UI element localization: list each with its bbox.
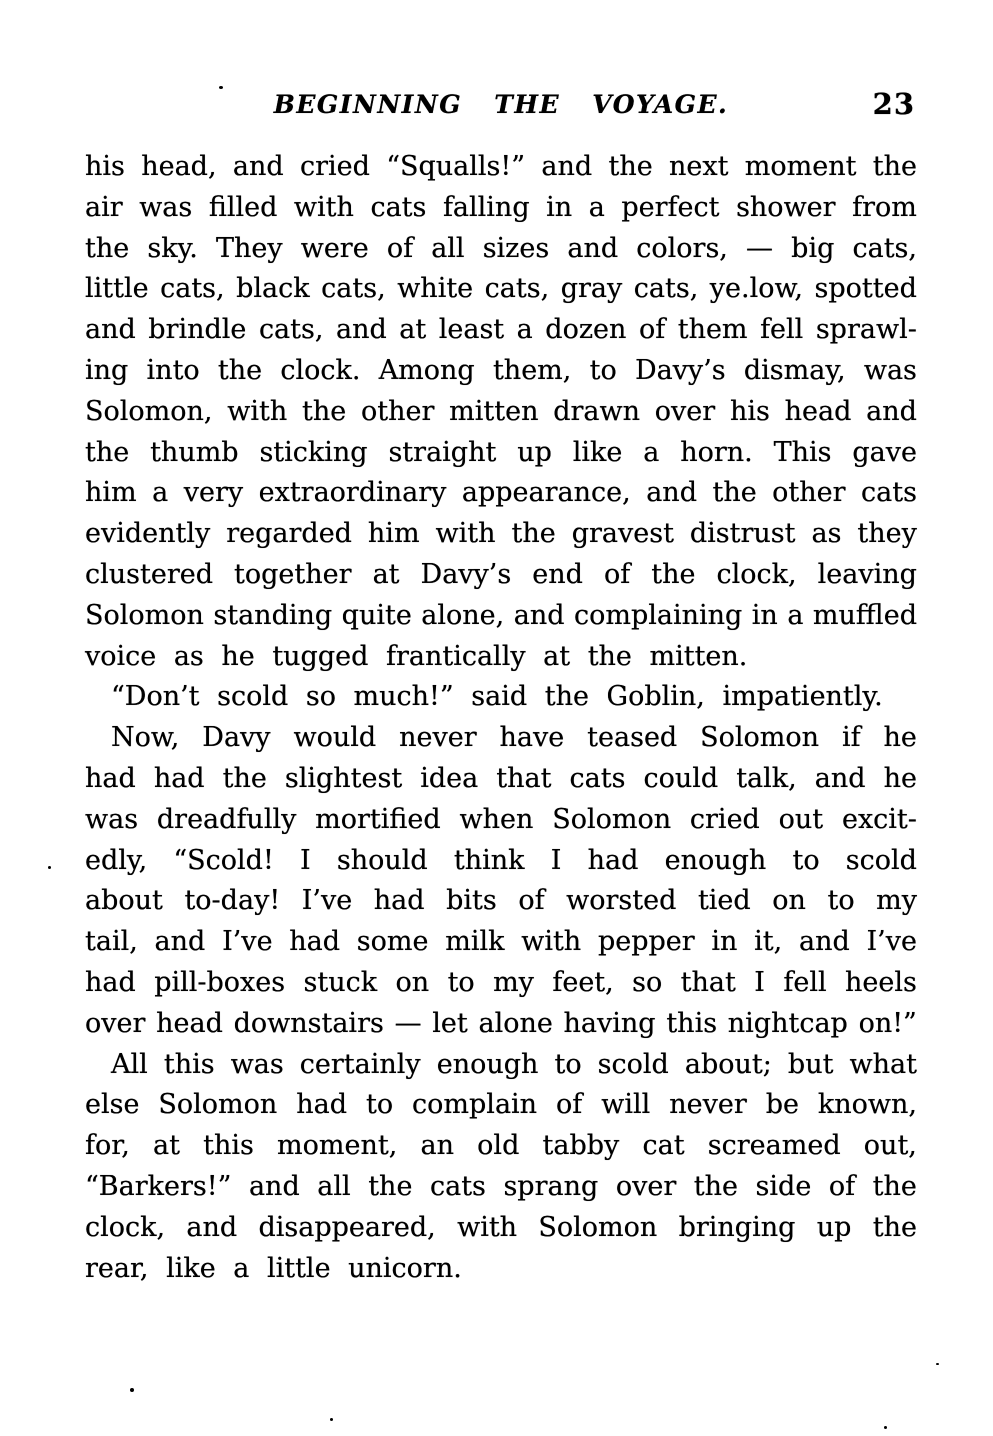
word: and <box>814 762 866 794</box>
word: mitten <box>449 395 539 427</box>
word: out, <box>863 1130 917 1162</box>
word: let <box>432 1007 468 1039</box>
word: with <box>293 191 354 223</box>
text-line <box>85 351 917 392</box>
text-line <box>85 555 917 596</box>
word: very <box>183 477 244 509</box>
word: dreadfully <box>156 803 297 835</box>
text-line: rear, like a little unicorn. <box>85 1252 462 1284</box>
word: had <box>587 844 639 876</box>
word: quite <box>341 599 412 631</box>
text-line <box>85 800 917 841</box>
word: the <box>85 232 130 264</box>
word: alone, <box>421 599 505 631</box>
word: up <box>816 1211 852 1243</box>
word: horn. <box>680 436 753 468</box>
word: the <box>872 1170 917 1202</box>
word: that <box>496 762 552 794</box>
word: I’ve <box>866 926 917 958</box>
word: cat <box>642 1130 685 1162</box>
word: and <box>866 395 917 427</box>
word: Solomon <box>85 599 204 631</box>
word: but <box>787 1048 834 1080</box>
word: like <box>572 436 623 468</box>
scan-speck <box>48 866 51 869</box>
word: Solomon, <box>85 395 213 427</box>
word: cats <box>861 477 917 509</box>
word: have <box>499 722 565 754</box>
word: his <box>85 151 125 182</box>
word: tied <box>697 885 751 917</box>
text-line <box>85 963 917 1004</box>
word: sprang <box>503 1170 599 1202</box>
word: at <box>399 314 427 346</box>
word: side <box>755 1170 812 1202</box>
text-line <box>85 269 917 310</box>
word: a <box>516 314 533 346</box>
scan-speck <box>130 1388 134 1392</box>
word: was <box>139 191 193 223</box>
word: he <box>883 722 917 754</box>
word: colors, <box>636 232 728 264</box>
text-line <box>85 433 917 474</box>
word: — <box>394 1007 422 1039</box>
word: All <box>111 1048 148 1080</box>
text-line <box>85 922 917 963</box>
word: alone <box>478 1007 553 1039</box>
word: with <box>227 395 288 427</box>
word: They <box>215 232 283 264</box>
word: of <box>518 885 545 917</box>
word: them, <box>492 354 572 386</box>
word: black <box>236 273 310 305</box>
word: muffled <box>812 599 917 631</box>
text-line <box>85 473 917 514</box>
word: and <box>513 599 565 631</box>
word: as <box>811 518 842 550</box>
word: a <box>643 436 660 468</box>
word: leaving <box>817 558 917 590</box>
word: other <box>772 477 846 509</box>
word: over <box>654 395 716 427</box>
word: little <box>85 273 149 305</box>
word: sky. <box>147 232 198 264</box>
word: This <box>773 436 832 468</box>
word: big <box>791 232 835 264</box>
word: was <box>863 354 917 386</box>
word: cats, <box>852 232 917 264</box>
word: the <box>608 151 653 182</box>
word: should <box>336 844 428 876</box>
word: complain <box>412 1089 538 1121</box>
page-body <box>85 147 917 1289</box>
word: Now, <box>111 722 180 754</box>
word: this <box>163 1048 215 1080</box>
word: was <box>85 803 139 835</box>
word: bits <box>446 885 497 917</box>
word: I <box>300 844 311 876</box>
word: to <box>792 844 820 876</box>
word: with <box>521 926 582 958</box>
word: could <box>643 762 719 794</box>
word: my <box>876 885 917 917</box>
word: to <box>447 966 475 998</box>
word: cats, <box>160 273 225 305</box>
word: with <box>457 1211 518 1243</box>
word: to <box>827 885 855 917</box>
word: the <box>872 1211 917 1243</box>
text-line <box>85 392 917 433</box>
word: the <box>368 1170 413 1202</box>
word: at <box>372 558 400 590</box>
word: and <box>335 314 387 346</box>
word: else <box>85 1089 140 1121</box>
word: cried <box>299 151 370 182</box>
word: of <box>603 558 631 590</box>
word: Davy’s <box>420 558 512 590</box>
word: Solomon <box>552 803 672 835</box>
word: drawn <box>553 395 641 427</box>
text-line <box>85 1167 917 1208</box>
word: fell <box>783 966 827 998</box>
word: and <box>186 1211 238 1243</box>
word: had <box>373 885 425 917</box>
running-title: BEGINNING THE VOYAGE. <box>273 90 729 119</box>
word: moment, <box>277 1130 398 1162</box>
word: enough <box>436 1048 539 1080</box>
word: him <box>367 518 420 550</box>
word: about; <box>684 1048 772 1080</box>
text-line <box>85 514 917 555</box>
word: what <box>849 1048 917 1080</box>
word: the <box>85 436 130 468</box>
word: gave <box>852 436 917 468</box>
word: slightest <box>284 762 403 794</box>
word: sticking <box>259 436 368 468</box>
word: had <box>296 1089 348 1121</box>
word: — <box>746 232 774 264</box>
word: this <box>666 1007 718 1039</box>
word: I’ve <box>222 926 273 958</box>
word: scold <box>597 1048 669 1080</box>
word: tabby <box>542 1130 620 1162</box>
word: sprawl- <box>815 314 917 346</box>
word: so <box>632 966 663 998</box>
text-line <box>85 1085 917 1126</box>
word: and <box>85 314 136 346</box>
word: fell <box>760 314 804 346</box>
word: the <box>217 354 263 386</box>
text-line <box>85 1045 917 1086</box>
word: head <box>156 1007 223 1039</box>
word: were <box>300 232 369 264</box>
text-line <box>85 759 917 800</box>
word: together <box>234 558 352 590</box>
word: I <box>550 844 562 876</box>
word: he <box>883 762 917 794</box>
scan-speck <box>330 1418 333 1421</box>
word: over <box>85 1007 146 1039</box>
running-head <box>85 88 917 122</box>
word: all <box>431 232 465 264</box>
word: complaining <box>573 599 743 631</box>
word: “Barkers!” <box>85 1170 232 1202</box>
word: if <box>841 722 861 754</box>
word: had <box>85 762 136 794</box>
word: regarded <box>226 518 352 550</box>
text-line <box>85 596 917 637</box>
word: cried <box>689 803 760 835</box>
word: had <box>85 966 136 998</box>
word: ing <box>85 354 129 386</box>
word: of <box>828 1170 856 1202</box>
text-line <box>85 188 917 229</box>
word: talk, <box>736 762 797 794</box>
text-line <box>85 841 917 882</box>
word: end <box>532 558 583 590</box>
word: next <box>669 151 729 182</box>
word: enough <box>664 844 767 876</box>
word: some <box>356 926 429 958</box>
word: on <box>772 885 806 917</box>
word: edly, <box>85 844 148 876</box>
word: nightcap <box>727 1007 848 1039</box>
text-line <box>85 718 917 759</box>
word: at <box>152 1130 180 1162</box>
word: gravest <box>571 518 674 550</box>
word: on <box>395 966 430 998</box>
word: an <box>420 1130 454 1162</box>
word: I <box>754 966 765 998</box>
word: and <box>646 477 697 509</box>
word: to <box>589 354 617 386</box>
text-line <box>85 1208 917 1249</box>
scan-speck <box>219 86 223 89</box>
text-line <box>85 881 917 922</box>
text-line <box>85 229 917 270</box>
word: into <box>146 354 200 386</box>
word: having <box>563 1007 656 1039</box>
word: perfect <box>621 191 720 223</box>
word: the <box>222 762 267 794</box>
word: evidently <box>85 518 211 550</box>
word: had <box>289 926 341 958</box>
word: was <box>230 1048 284 1080</box>
word: air <box>85 191 123 223</box>
word: would <box>293 722 377 754</box>
word: sizes <box>482 232 550 264</box>
word: the <box>693 1170 738 1202</box>
word: in <box>751 599 778 631</box>
word: them <box>677 314 748 346</box>
word: Solomon <box>158 1089 278 1121</box>
word: shower <box>736 191 836 223</box>
word: bringing <box>678 1211 796 1243</box>
word: worsted <box>566 885 677 917</box>
word: known, <box>817 1089 917 1121</box>
word: him <box>85 477 137 509</box>
word: up <box>517 436 552 468</box>
word: will <box>601 1089 651 1121</box>
word: and <box>541 151 593 182</box>
word: never <box>669 1089 747 1121</box>
word: clock. <box>280 354 361 386</box>
word: to-day! <box>184 885 281 917</box>
word: appearance, <box>461 477 631 509</box>
word: had <box>153 762 205 794</box>
word: distrust <box>689 518 796 550</box>
word: a <box>787 599 804 631</box>
word: Davy’s <box>634 354 726 386</box>
word: on!” <box>858 1007 917 1039</box>
word: cats, <box>484 273 550 305</box>
word: teased <box>587 722 678 754</box>
word: and <box>232 151 284 182</box>
word: all <box>317 1170 351 1202</box>
word: standing <box>213 599 333 631</box>
word: head, <box>141 151 217 182</box>
word: cats <box>569 762 626 794</box>
word: certainly <box>299 1048 421 1080</box>
word: Solomon <box>700 722 820 754</box>
word: excit- <box>841 803 917 835</box>
word: from <box>852 191 917 223</box>
word: for, <box>85 1130 130 1162</box>
word: of <box>386 232 414 264</box>
word: over <box>615 1170 677 1202</box>
word: screamed <box>707 1130 841 1162</box>
scan-speck <box>936 1363 939 1365</box>
word: feet, <box>552 966 614 998</box>
word: I’ve <box>301 885 353 917</box>
word: with <box>435 518 496 550</box>
text-line: “Don’t scold so much!” said the Goblin, impatiently. <box>111 681 883 713</box>
word: and <box>154 926 206 958</box>
word: clock, <box>85 1211 166 1243</box>
word: old <box>477 1130 520 1162</box>
word: the <box>302 395 347 427</box>
word: Solomon <box>538 1211 658 1243</box>
word: “Scold! <box>173 844 274 876</box>
word: of <box>556 1089 583 1121</box>
word: the <box>511 518 556 550</box>
word: pepper <box>597 926 695 958</box>
word: cats <box>429 1170 486 1202</box>
word: of <box>638 314 666 346</box>
text-line <box>85 310 917 351</box>
word: spotted <box>814 273 917 305</box>
word: this <box>203 1130 254 1162</box>
word: cats, <box>633 273 699 305</box>
word: disappeared, <box>258 1211 436 1243</box>
word: Davy <box>202 722 271 754</box>
word: it, <box>754 926 783 958</box>
word: heels <box>845 966 917 998</box>
word: brindle <box>148 314 247 346</box>
word: and <box>567 232 619 264</box>
word: least <box>438 314 505 346</box>
text-line <box>85 1126 917 1167</box>
word: falling <box>442 191 530 223</box>
word: be <box>765 1089 799 1121</box>
word: extraordinary <box>258 477 447 509</box>
word: ye.low, <box>709 273 803 305</box>
word: when <box>459 803 534 835</box>
word: other <box>361 395 435 427</box>
word: “Squalls!” <box>386 151 526 182</box>
word: and <box>248 1170 300 1202</box>
word: white <box>397 273 474 305</box>
word: moment <box>744 151 857 182</box>
word: the <box>872 151 917 182</box>
word: the <box>651 558 696 590</box>
word: milk <box>445 926 505 958</box>
word: dismay, <box>743 354 846 386</box>
word: his <box>729 395 770 427</box>
text-line <box>85 1004 917 1045</box>
word: filled <box>208 191 278 223</box>
word: that <box>680 966 736 998</box>
text-line: voice as he tugged frantically at the mitten. <box>85 640 748 672</box>
page-number: 23 <box>872 87 915 121</box>
word: to <box>554 1048 582 1080</box>
word: cats, <box>258 314 324 346</box>
word: idea <box>420 762 479 794</box>
word: clock, <box>716 558 797 590</box>
word: out <box>778 803 824 835</box>
word: scold <box>845 844 917 876</box>
word: about <box>85 885 163 917</box>
word: gray <box>560 273 623 305</box>
word: to <box>365 1089 394 1121</box>
word: pill-boxes <box>154 966 286 998</box>
word: a <box>152 477 169 509</box>
word: cats, <box>321 273 386 305</box>
word: in <box>546 191 573 223</box>
word: in <box>711 926 738 958</box>
scan-speck <box>884 1426 887 1429</box>
word: a <box>588 191 605 223</box>
word: and <box>798 926 850 958</box>
word: never <box>399 722 477 754</box>
word: mortified <box>315 803 441 835</box>
word: clustered <box>85 558 213 590</box>
word: straight <box>388 436 497 468</box>
word: Among <box>378 354 475 386</box>
word: my <box>493 966 534 998</box>
word: head <box>784 395 852 427</box>
text-line <box>85 147 917 188</box>
word: dozen <box>545 314 627 346</box>
word: cats <box>370 191 427 223</box>
word: think <box>453 844 525 876</box>
word: they <box>857 518 917 550</box>
word: tail, <box>85 926 138 958</box>
word: the <box>712 477 757 509</box>
word: stuck <box>303 966 378 998</box>
word: thumb <box>150 436 239 468</box>
word: downstairs <box>233 1007 384 1039</box>
